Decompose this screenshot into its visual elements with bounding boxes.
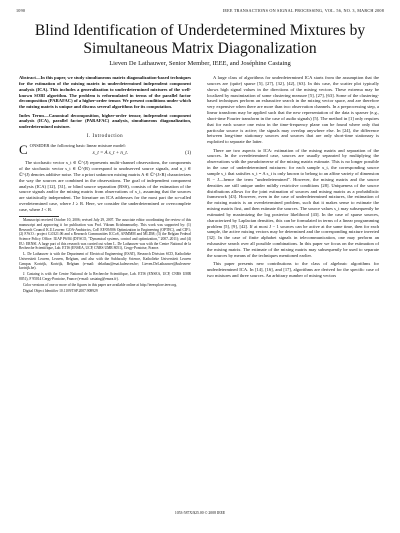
body-paragraph: This paper presents new contributions to the class of algebraic algorithms for underdetermined ICA. In [14], [16], and [17], algorithms are derived for the specific case of two mixtures and three sources. An arbitrary number of mixing vectors [207, 261, 379, 278]
left-column [19, 75, 191, 296]
intro-paragraph-2: The stochastic vector x_t ∈ ℂ^(J) represents multi-channel observations, the components of the stochastic vector s_t ∈ ℂ^(R) correspond to unobserved source signals, and n_t ∈ ℂ^(J) denotes additive noise. The a priori unknown mixing matrix A ∈ ℂ^(J×R) characterizes the way the sources are combined in the observations. The goal of independent component analysis (ICA) [12], [31], or blind source separation (BSS), consists of the estimation of the source signals and/or the mixing matrix from observations of x_t, assuming that the sources are statistically independent. The literature on ICA addresses for the most part the so-called overdetermined case, where J ≥ R. Here, we consider the underdetermined or overcomplete case, where J < R. [19, 160, 191, 212]
footnote-manuscript: Manuscript received October 10, 2006; revised July 29, 2007. The associate editor coordinating the review of this manuscript and approving it for publication was Prof. Vikram Krishnamurthy. This work was supported by: (1) Research Council K.U.Leuven: GOA-Ambiorics, CoE EF/05/006 Optimization in Engineering (OPTEC), and CIF1; (2) F.W.O.: project G.0321.06 and a Research Communities ICCoS, ANMMM and MLDM; (3) the Belgian Federal Science Policy Office: IUAP P6/04 (DYSCO, "Dynamical systems, control and optimization," 2007–2011); and (4) EU: ERNSI. A large part of this research was carried out when L. De Lathauwer was with the Centre National de la Recherche Scientifique, Lab. ETIS (ENSEA, UCP, CNRS UMR 8051), Cergy-Pontoise, France. [19, 218, 191, 251]
intro-lead-text: ONSIDER the following basic linear mixture model: [29, 142, 126, 148]
running-head [16, 8, 384, 13]
title-line-1: Blind Identification of Underdetermined Mixtures by [34, 22, 366, 39]
abstract: Abstract—In this paper, we study simultaneous matrix diagonalization-based techniques for the estimation of the mixing matrix in underdetermined independent component analysis (ICA). This includes a generalization to underdetermined mixtures of the well-known SOBI algorithm. The problem is reformulated in terms of the parallel factor decomposition (PARAFAC) of a higher-order tensor. We present conditions under which the mixing matrix is unique and discuss several algorithms for its computation. [19, 75, 191, 110]
page-number: 1090 [16, 8, 26, 13]
footnotes [19, 218, 191, 294]
equation-number: (1) [185, 151, 191, 157]
paper-title [20, 22, 380, 58]
title-line-2: Simultaneous Matrix Diagonalization [83, 40, 317, 57]
footnote-color: Color versions of one or more of the figures in this paper are available online at http://ieeexplore.ieee.org. [23, 283, 178, 288]
equation-1 [30, 151, 191, 157]
index-terms: Index Terms—Canonical decomposition, higher-order tensor, independent component analysis (ICA), parallel factor (PARAFAC) analysis, simultaneous diagonalization, underdetermined mixture. [19, 112, 191, 130]
footer-code: 1053-587X/$25.00 © 2008 IEEE [174, 511, 226, 515]
right-column [207, 75, 379, 281]
drop-cap: C [19, 141, 28, 157]
footnote-doi: Digital Object Identifier 10.1109/TSP.2007.908929 [23, 289, 98, 294]
journal-name: IEEE TRANSACTIONS ON SIGNAL PROCESSING, VOL. 56, NO. 3, MARCH 2008 [222, 8, 384, 13]
footnote-author-1: L. De Lathauwer is with the Department of Electrical Engineering (ESAT), Research Division SCD, Katholieke Universiteit Leuven, Leuven, Belgium, and also with the Subfaculty Science, Katholieke Universiteit Leuven Campus Kortrijk, Kortrijk, Belgium (e-mail: delathau@esat.kuleuven.be; Lieven.DeLathauwer@kuleuven-kortrijk.be). [19, 252, 191, 271]
body-paragraph: A large class of algorithms for underdetermined ICA starts from the assumption that the sources are (quite) sparse [5], [27], [32], [42], [63]. In this case, the scatter plot typically shows high signal values in the directions of the mixing vectors. These extrema may be localized by maximization of some clustering measure [5], [27], [63]. Some of the clustering-based techniques perform an exhaustive search in the mixing vector space, and are therefore very expensive when there are more than two observation channels. In a preprocessing step, a linear transform may be applied such that the new representation of the data is sparser (e.g., short-time Fourier transform in the case of audio signals) [5]. The method in [1] only requires that for each source one extra in the time-frequency plane can be found where only that particular source is active; the signals may overlap anywhere else. In [24], the difference between long-time stationary sources and sources that are only short-time stationary is exploited to separate the latter. [207, 75, 379, 145]
section-heading: I. Introduction [86, 134, 124, 140]
footnote-author-2: J. Castaing is with the Centre National de la Recherche Scientifique, Lab. ETIS (ENSEA, UCP, CNRS UMR 8051), F 95014 Cergy-Pontoise, France (e-mail: castaing@ensea.fr). [19, 272, 191, 282]
footnote-rule [19, 216, 59, 217]
equation-body: x_t = A s_t + n_t. [92, 151, 129, 157]
body-paragraph: There are two aspects to ICA: estimation of the mixing matrix and separation of the sources. In the overdetermined case, sources are usually separated by multiplying the observations with the pseudoinverse of the mixing matrix estimate. This is no longer possible in the case of underdetermined mixtures: for each sample x_t, the corresponding source sample s_t that satisfies x_t = A s_t is only known to belong to an affine variety of dimension R − J—hence the term "underdetermined". However, the mixing matrix and the source densities are still unique under mildly restrictive conditions [28]. Uniqueness of the source distributions allows for the joint estimation of sources and mixing matrix as a probabilistic framework [43]. However, even in the case of underdetermined mixtures, the estimation of the mixing matrix is an overdetermined problem, such that it makes sense to estimate the mixing matrix first, and then estimate the sources. The source values s_t may subsequently be estimated by maximizing the log posterior likelihood [43]. In the case of sparse sources, characterized by Laplacian densities, this can be formulated in terms of a linear programming problem [5], [9], [42]. If at most J − 1 sources can be active at the same time, then for each sample, the active mixing vectors may be determined and the corresponding mixture inverted [32]. In the case of finite alphabet signals in telecommunication, one may perform an exhaustive search over all possible combinations. In this paper we focus on the estimation of the mixing matrix. The estimate of the mixing matrix may subsequently be used to separate the sources by means of the techniques mentioned earlier. [207, 147, 379, 258]
author-line: Lieven De Lathauwer, Senior Member, IEEE, and Joséphine Castaing [109, 60, 291, 67]
